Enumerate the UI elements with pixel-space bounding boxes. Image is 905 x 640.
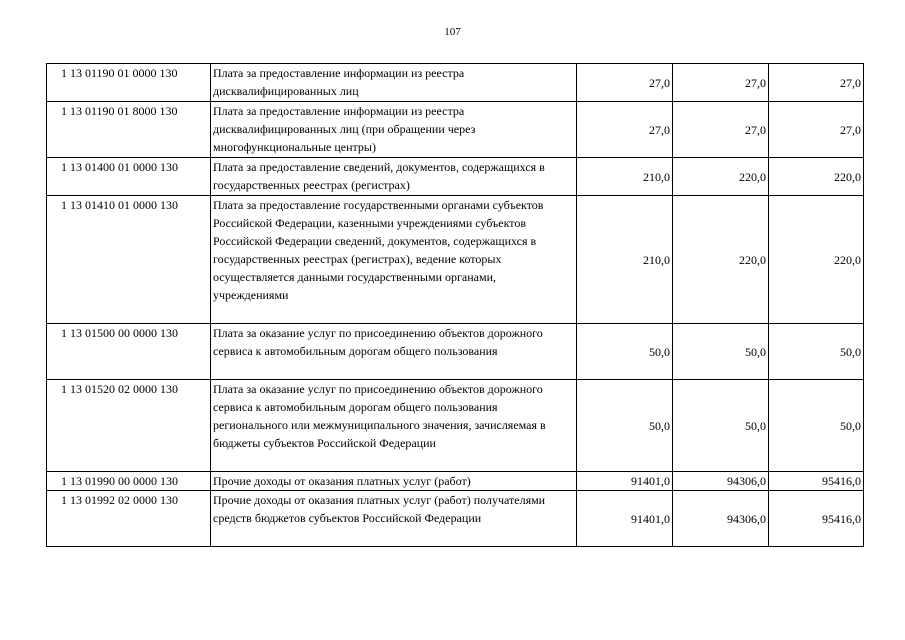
- amount-year-3: 95416,0: [769, 472, 864, 491]
- amount-year-1: 210,0: [577, 196, 673, 324]
- amount-year-2: 50,0: [673, 324, 769, 380]
- amount-year-2: 220,0: [673, 196, 769, 324]
- budget-table: [46, 63, 864, 547]
- amount-year-2: 27,0: [673, 102, 769, 158]
- income-code: 1 13 01520 02 0000 130: [47, 380, 211, 472]
- amount-year-3: 50,0: [769, 380, 864, 472]
- income-name: Плата за предоставление информации из реестра дисквалифицированных лиц (при обращении через многофункциональные центры): [211, 102, 577, 158]
- amount-year-1: 91401,0: [577, 491, 673, 547]
- amount-year-2: 27,0: [673, 64, 769, 102]
- table-row: [47, 380, 864, 472]
- income-name: Прочие доходы от оказания платных услуг (работ): [211, 472, 577, 491]
- income-name: Плата за предоставление информации из реестра дисквалифицированных лиц: [211, 64, 577, 102]
- page-number: 107: [444, 26, 461, 38]
- income-code: 1 13 01500 00 0000 130: [47, 324, 211, 380]
- amount-year-2: 94306,0: [673, 491, 769, 547]
- amount-year-2: 94306,0: [673, 472, 769, 491]
- amount-year-1: 210,0: [577, 158, 673, 196]
- income-code: 1 13 01990 00 0000 130: [47, 472, 211, 491]
- income-name: Плата за оказание услуг по присоединению объектов дорожного сервиса к автомобильным дорогам общего пользования: [211, 324, 577, 380]
- amount-year-2: 50,0: [673, 380, 769, 472]
- amount-year-1: 50,0: [577, 324, 673, 380]
- amount-year-3: 50,0: [769, 324, 864, 380]
- income-code: 1 13 01400 01 0000 130: [47, 158, 211, 196]
- table-row: [47, 64, 864, 102]
- amount-year-3: 27,0: [769, 102, 864, 158]
- table-row: [47, 472, 864, 491]
- income-code: 1 13 01190 01 8000 130: [47, 102, 211, 158]
- amount-year-1: 50,0: [577, 380, 673, 472]
- income-code: 1 13 01992 02 0000 130: [47, 491, 211, 547]
- income-name: Плата за предоставление сведений, документов, содержащихся в государственных реестрах (регистрах): [211, 158, 577, 196]
- amount-year-1: 91401,0: [577, 472, 673, 491]
- amount-year-1: 27,0: [577, 64, 673, 102]
- amount-year-3: 220,0: [769, 196, 864, 324]
- amount-year-3: 27,0: [769, 64, 864, 102]
- amount-year-2: 220,0: [673, 158, 769, 196]
- income-code: 1 13 01190 01 0000 130: [47, 64, 211, 102]
- table-row: [47, 196, 864, 324]
- table-row: [47, 102, 864, 158]
- income-name: Плата за предоставление государственными органами субъектов Российской Федерации, казенными учреждениями субъектов Российской Федерации сведений, документов, содержащихся в государственных реестрах (регистрах), ведение которых осуществляется данными государственными органами, учреждениями: [211, 196, 577, 324]
- amount-year-3: 220,0: [769, 158, 864, 196]
- table-row: [47, 324, 864, 380]
- income-code: 1 13 01410 01 0000 130: [47, 196, 211, 324]
- amount-year-1: 27,0: [577, 102, 673, 158]
- table-row: [47, 158, 864, 196]
- income-name: Прочие доходы от оказания платных услуг (работ) получателями средств бюджетов субъектов Российской Федерации: [211, 491, 577, 547]
- amount-year-3: 95416,0: [769, 491, 864, 547]
- table-row: [47, 491, 864, 547]
- income-name: Плата за оказание услуг по присоединению объектов дорожного сервиса к автомобильным дорогам общего пользования регионального или межмуниципального значения, зачисляемая в бюджеты субъектов Российской Федерации: [211, 380, 577, 472]
